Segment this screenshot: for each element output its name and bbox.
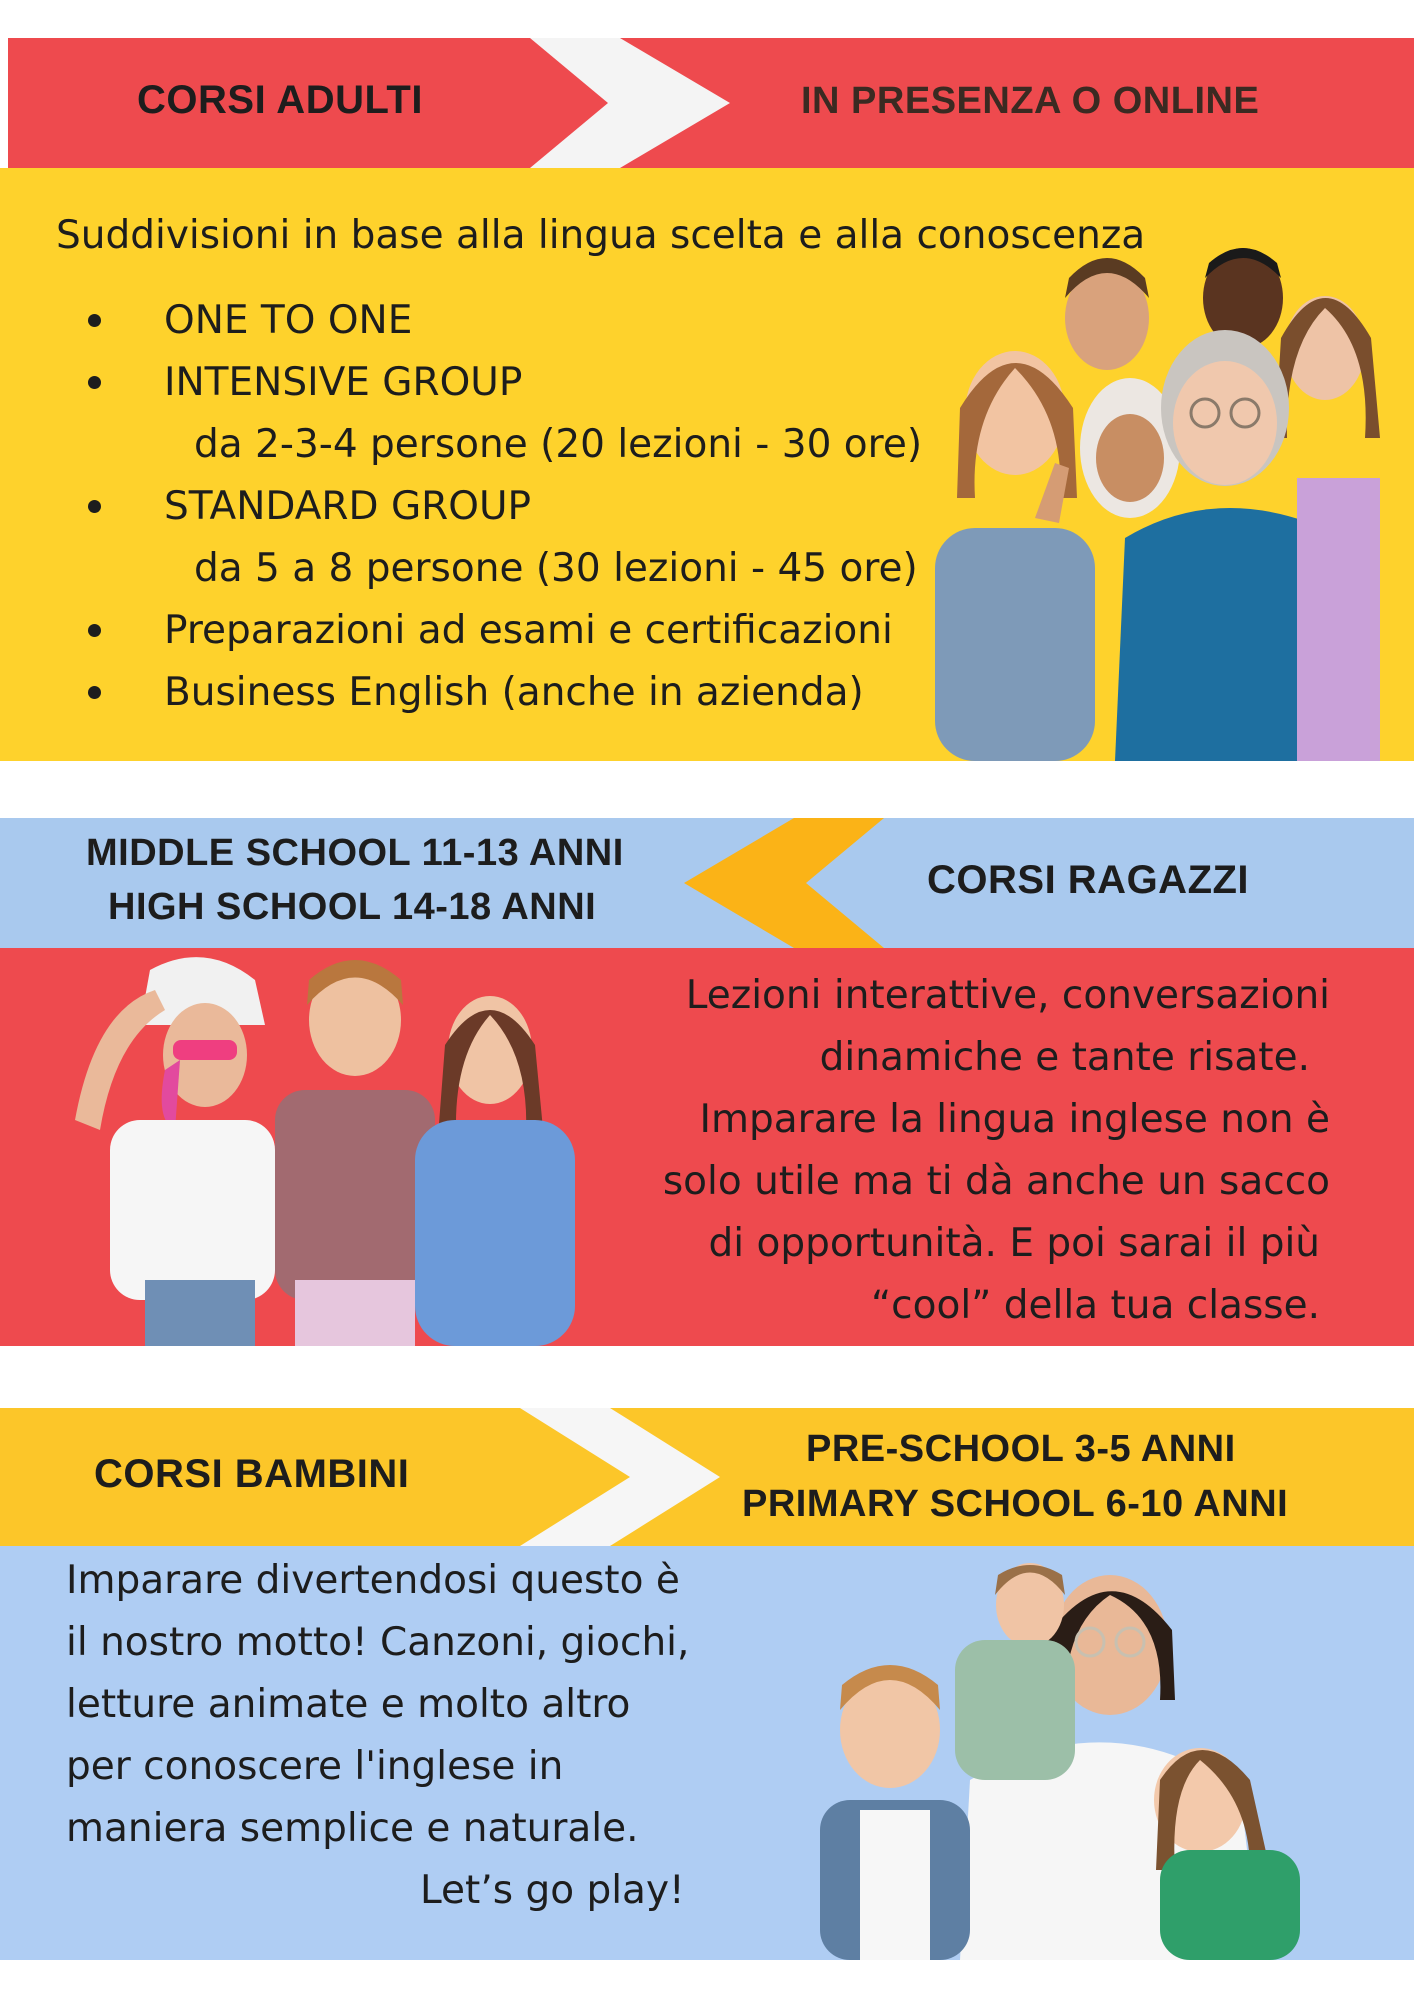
adults-banner-chevron	[530, 38, 730, 168]
adults-banner-right-label: IN PRESENZA O ONLINE	[801, 80, 1260, 122]
teens-description-line: Imparare la lingua inglese non è	[699, 1097, 1330, 1142]
kids-description-line: letture animate e molto altro	[66, 1682, 631, 1727]
kids-description-line: il nostro motto! Canzoni, giochi,	[66, 1620, 690, 1665]
kids-description-line: per conoscere l'inglese in	[66, 1744, 564, 1789]
teens-description-line: Lezioni interattive, conversazioni	[685, 973, 1330, 1018]
bullet-icon	[88, 686, 101, 699]
kids-banner-age-line2: PRIMARY SCHOOL 6-10 ANNI	[742, 1483, 1289, 1525]
teens-banner-age-line2: HIGH SCHOOL 14-18 ANNI	[108, 886, 597, 928]
list-item-detail	[88, 538, 948, 600]
list-item	[88, 600, 948, 662]
list-item-label: ONE TO ONE	[164, 298, 413, 343]
kids-banner-title: CORSI BAMBINI	[94, 1452, 410, 1496]
teens-description	[580, 965, 1330, 1337]
teens-description-line: “cool” della tua classe.	[870, 1283, 1320, 1328]
adults-banner-left-label: CORSI ADULTI	[137, 78, 423, 122]
adults-group-photo	[925, 238, 1380, 761]
kids-description-line: maniera semplice e naturale.	[66, 1806, 639, 1851]
teens-description-line: solo utile ma ti dà anche un sacco	[662, 1159, 1330, 1204]
teens-description-line: dinamiche e tante risate.	[819, 1035, 1310, 1080]
list-item	[88, 476, 948, 538]
teens-group-photo	[55, 950, 610, 1346]
kids-tagline: Let’s go play!	[420, 1868, 685, 1913]
bullet-icon	[88, 314, 101, 327]
list-item-label: INTENSIVE GROUP	[164, 360, 523, 405]
list-item-detail	[88, 414, 948, 476]
list-item	[88, 290, 948, 352]
adults-intro: Suddivisioni in base alla lingua scelta e alla conoscenza	[56, 213, 1146, 258]
kids-description-line: Imparare divertendosi questo è	[66, 1558, 680, 1603]
teens-banner-title: CORSI RAGAZZI	[927, 858, 1250, 902]
kids-banner-chevron	[520, 1408, 720, 1546]
adults-course-list	[88, 290, 948, 724]
bullet-icon	[88, 376, 101, 389]
teens-banner-chevron	[684, 818, 884, 948]
list-item-label: da 2-3-4 persone (20 lezioni - 30 ore)	[194, 422, 923, 467]
list-item-label: STANDARD GROUP	[164, 484, 532, 529]
list-item-label: Preparazioni ad esami e certificazioni	[164, 608, 893, 653]
kids-description	[66, 1550, 766, 1860]
bullet-icon	[88, 624, 101, 637]
list-item-label: Business English (anche in azienda)	[164, 670, 864, 715]
teens-banner-age-line1: MIDDLE SCHOOL 11-13 ANNI	[86, 832, 624, 874]
list-item	[88, 662, 948, 724]
list-item	[88, 352, 948, 414]
kids-group-photo	[780, 1550, 1340, 1960]
teens-description-line: di opportunità. E poi sarai il più	[708, 1221, 1320, 1266]
kids-banner-age-line1: PRE-SCHOOL 3-5 ANNI	[806, 1428, 1236, 1470]
list-item-label: da 5 a 8 persone (30 lezioni - 45 ore)	[194, 546, 918, 591]
bullet-icon	[88, 500, 101, 513]
